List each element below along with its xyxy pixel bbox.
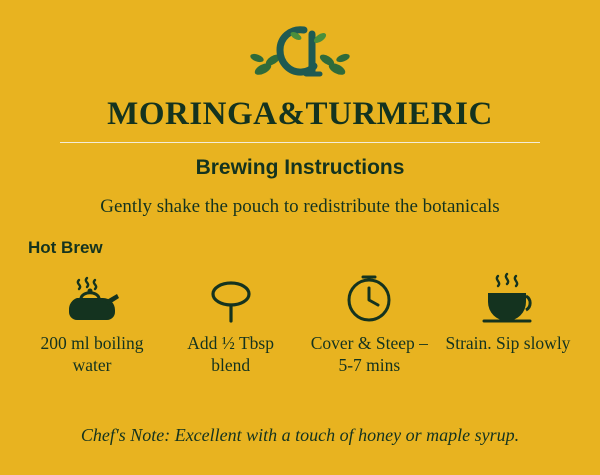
brand-logo — [0, 22, 600, 84]
title-divider — [60, 142, 540, 143]
subtitle: Brewing Instructions — [195, 156, 405, 179]
kettle-icon — [61, 272, 123, 324]
intro-text: Gently shake the pouch to redistribute the botanicals — [100, 196, 500, 217]
step-item — [28, 272, 156, 377]
moringa-leaf-monogram-logo-icon — [240, 22, 360, 84]
chefs-note: Chef's Note: Excellent with a touch of honey or maple syrup. — [80, 425, 520, 445]
page-title: MORINGA&TURMERIC — [107, 96, 493, 132]
teacup-icon — [478, 272, 538, 324]
step-label: Strain. Sip slowly — [445, 333, 571, 353]
step-label: 200 ml boiling water — [40, 333, 144, 376]
clock-icon — [343, 272, 395, 324]
step-item — [444, 272, 572, 354]
spoon-icon — [206, 272, 256, 324]
step-label: Cover & Steep – 5-7 mins — [310, 333, 428, 376]
step-label: Add ½ Tbsp blend — [187, 333, 274, 376]
step-item — [305, 272, 433, 377]
steps-list — [28, 272, 572, 377]
section-heading-hot-brew: Hot Brew — [28, 238, 103, 257]
step-item — [167, 272, 295, 377]
